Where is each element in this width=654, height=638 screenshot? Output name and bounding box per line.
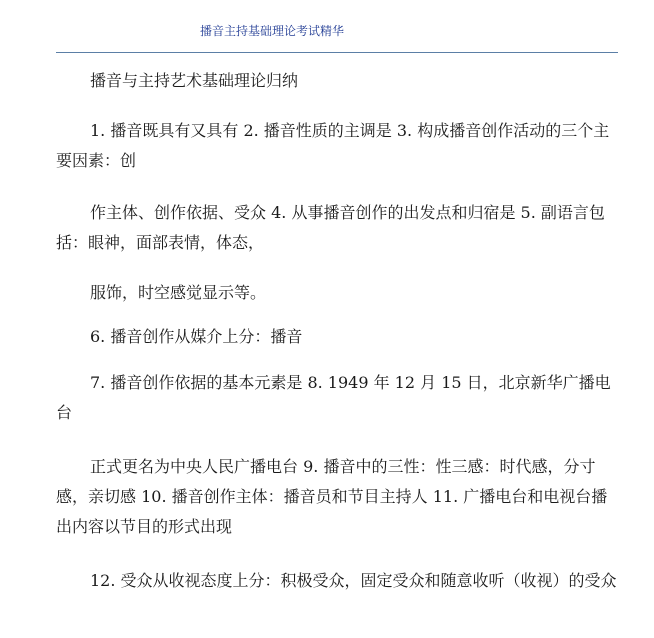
paragraph-1: 1. 播音既具有又具有 2. 播音性质的主调是 3. 构成播音创作活动的三个主要因素：创 bbox=[56, 121, 610, 170]
page-header bbox=[0, 0, 654, 54]
document-heading: 播音与主持艺术基础理论归纳 bbox=[90, 71, 299, 90]
document-header-title: 播音主持基础理论考试精华 bbox=[200, 24, 345, 38]
paragraph-6: 正式更名为中央人民广播电台 9. 播音中的三性：性三感：时代感，分寸感，亲切感 10. 播音创作主体：播音员和节目主持人 11. 广播电台和电视台播出内容以节目的形式出现 bbox=[56, 457, 608, 536]
paragraph-4: 6. 播音创作从媒介上分：播音 bbox=[90, 327, 303, 346]
paragraph-5: 7. 播音创作依据的基本元素是 8. 1949 年 12 月 15 日，北京新华广播电台 bbox=[56, 373, 611, 422]
header-divider bbox=[56, 52, 618, 53]
paragraph-7: 12. 受众从收视态度上分：积极受众，固定受众和随意收听（收视）的受众 bbox=[90, 571, 617, 590]
paragraph-3: 服饰，时空感觉显示等。 bbox=[90, 283, 267, 302]
paragraph-2: 作主体、创作依据、受众 4. 从事播音创作的出发点和归宿是 5. 副语言包括：眼神，面部表情，体态， bbox=[56, 203, 605, 252]
